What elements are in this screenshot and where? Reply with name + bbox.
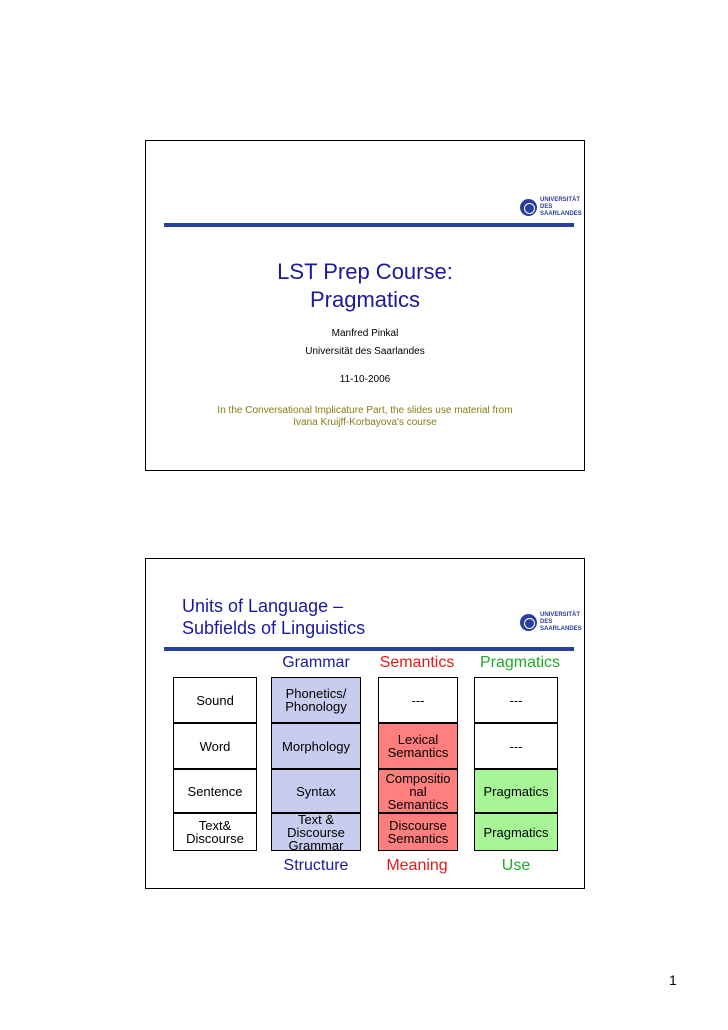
- logo-line: DES: [540, 619, 553, 625]
- header-rule: [164, 223, 574, 227]
- footer-use: Use: [501, 857, 531, 874]
- author: Manfred Pinkal: [331, 328, 399, 339]
- header-grammar: Grammar: [282, 654, 350, 671]
- grammar-morphology: Morphology: [271, 723, 361, 769]
- semantics-lexical: Lexical Semantics: [378, 723, 458, 769]
- title-line: LST Prep Course:: [277, 259, 453, 284]
- footer-meaning: Meaning: [386, 857, 448, 874]
- unit-text-discourse: Text& Discourse: [173, 813, 257, 851]
- units-slide: [145, 558, 585, 889]
- logo-line: UNIVERSITÄT: [540, 612, 581, 618]
- logo-line: SAARLANDES: [540, 626, 582, 632]
- unit-sentence: Sentence: [173, 769, 257, 813]
- unit-sound: Sound: [173, 677, 257, 723]
- university-seal-icon: [520, 199, 537, 216]
- pragmatics-word: ---: [474, 723, 558, 769]
- slide-title: [146, 258, 584, 314]
- unit-word: Word: [173, 723, 257, 769]
- university-logo: [520, 612, 582, 633]
- university-seal-icon: [520, 614, 537, 631]
- university-logo: [520, 197, 582, 218]
- title-slide: [145, 140, 585, 471]
- header-semantics: Semantics: [379, 654, 455, 671]
- date: 11-10-2006: [339, 374, 391, 385]
- grammar-text-discourse: Text & Discourse Grammar: [271, 813, 361, 851]
- title-line: Pragmatics: [309, 287, 421, 312]
- header-rule: [164, 647, 574, 651]
- logo-line: SAARLANDES: [540, 211, 582, 217]
- semantics-discourse: Discourse Semantics: [378, 813, 458, 851]
- semantics-sound: ---: [378, 677, 458, 723]
- attribution-note: [146, 405, 584, 429]
- note-line: In the Conversational Implicature Part, the slides use material from: [217, 405, 513, 416]
- pragmatics-sound: ---: [474, 677, 558, 723]
- title-line: Subfields of Linguistics: [182, 618, 366, 638]
- note-line: Ivana Kruijff-Korbayova's course: [293, 417, 437, 428]
- footer-structure: Structure: [283, 857, 349, 874]
- logo-line: UNIVERSITÄT: [540, 197, 581, 203]
- pragmatics-sentence: Pragmatics: [474, 769, 558, 813]
- header-pragmatics: Pragmatics: [479, 654, 561, 671]
- pragmatics-text-discourse: Pragmatics: [474, 813, 558, 851]
- semantics-compositional: Compositio nal Semantics: [378, 769, 458, 813]
- grammar-syntax: Syntax: [271, 769, 361, 813]
- slide-title: [182, 595, 365, 639]
- affiliation: Universität des Saarlandes: [305, 346, 425, 357]
- page-number: 1: [669, 972, 677, 988]
- title-line: Units of Language –: [182, 596, 344, 616]
- logo-line: DES: [540, 204, 553, 210]
- grammar-phonology: Phonetics/ Phonology: [271, 677, 361, 723]
